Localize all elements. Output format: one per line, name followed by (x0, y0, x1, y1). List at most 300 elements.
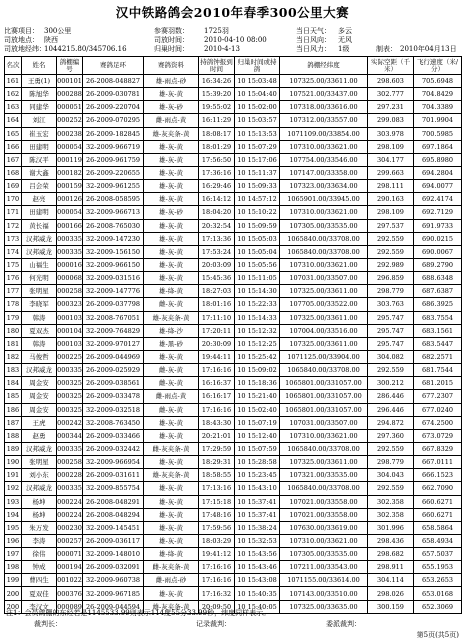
cell-coords: 107147.00/33358.00 (280, 166, 368, 179)
cell-clock-time: 18:08:17 (199, 127, 235, 140)
cell-rank: 200 (5, 600, 22, 613)
cell-rank: 195 (5, 521, 22, 534)
cell-bird-info: 雌-雨点-黄 (144, 114, 199, 127)
cell-bird-info: 雄-灰-黄 (144, 140, 199, 153)
cell-speed: 690.0067 (414, 245, 462, 258)
table-header (5, 57, 462, 75)
cell-clock-time: 18:04:20 (199, 206, 235, 219)
cell-ring: 32-2009-855754 (83, 482, 144, 495)
cell-rank: 199 (5, 574, 22, 587)
cell-loft-id: 000068 (57, 272, 83, 285)
cell-arrival: 10 15:03:57 (235, 114, 280, 127)
cell-name: 田建明 (22, 206, 57, 219)
table-row (5, 574, 462, 587)
cell-arrival: 10 15:28:58 (235, 456, 280, 469)
cell-rank: 181 (5, 337, 22, 350)
cell-rank: 197 (5, 548, 22, 561)
cell-coords: 107211.00/33543.00 (280, 561, 368, 574)
cell-loft-id: 000166 (57, 219, 83, 232)
cell-bird-info: 雄-灰-黄 (144, 245, 199, 258)
cell-speed: 667.8329 (414, 442, 462, 455)
table-row (5, 285, 462, 298)
cell-bird-info: 雄-灰-黄 (144, 180, 199, 193)
cell-distance: 294.872 (368, 416, 414, 429)
cell-coords: 107325.00/33611.00 (280, 337, 368, 350)
cell-coords: 1065801.00/331057.00 (280, 390, 368, 403)
cell-arrival: 10 15:37:41 (235, 495, 280, 508)
cell-speed: 681.2015 (414, 377, 462, 390)
cell-bird-info: 雄-灰-砂 (144, 101, 199, 114)
table-row (5, 140, 462, 153)
cell-loft-id: 000089 (57, 600, 83, 613)
value-weather: 多云 (338, 27, 352, 35)
cell-coords: 107325.00/33611.00 (280, 75, 368, 88)
cell-coords: 107521.00/33437.00 (280, 88, 368, 101)
cell-speed: 704.3389 (414, 101, 462, 114)
cell-speed: 701.9904 (414, 114, 462, 127)
cell-bird-info: 雌-灰-黄 (144, 377, 199, 390)
cell-coords: 107310.00/33621.00 (280, 429, 368, 442)
cell-arrival: 10 15:40:35 (235, 587, 280, 600)
cell-distance: 292.559 (368, 245, 414, 258)
cell-ring: 26-2009-036117 (83, 534, 144, 547)
cell-clock-time: 17:29:59 (199, 442, 235, 455)
cell-clock-time: 18:01:16 (199, 298, 235, 311)
cell-ring: 26-2008-048291 (83, 495, 144, 508)
cell-speed: 692.4174 (414, 193, 462, 206)
cell-distance: 298.109 (368, 206, 414, 219)
cell-loft-id: 000325 (57, 403, 83, 416)
cell-rank: 162 (5, 88, 22, 101)
cell-clock-time: 16:29:46 (199, 180, 235, 193)
cell-coords: 107031.00/33507.00 (280, 416, 368, 429)
cell-rank: 169 (5, 180, 22, 193)
cell-bird-info: 雄-灰-黄 (144, 508, 199, 521)
cell-loft-id: 000335 (57, 482, 83, 495)
cell-distance: 296.446 (368, 403, 414, 416)
cell-rank: 194 (5, 508, 22, 521)
cell-loft-id: 000335 (57, 442, 83, 455)
cell-loft-id: 000194 (57, 561, 83, 574)
cell-name: 李晓军 (22, 298, 57, 311)
cell-bird-info: 雄-灰-黄 (144, 416, 199, 429)
cell-ring: 32-2009-961255 (83, 180, 144, 193)
cell-rank: 189 (5, 442, 22, 455)
col-rank: 名次 (5, 57, 22, 75)
cell-distance: 286.446 (368, 390, 414, 403)
col-coords: 鸽棚经纬度 (280, 57, 368, 75)
cell-speed: 660.6271 (414, 508, 462, 521)
cell-ring: 32-2009-147776 (83, 285, 144, 298)
table-row (5, 311, 462, 324)
label-weather: 当日天气： (296, 27, 331, 35)
cell-speed: 677.2307 (414, 390, 462, 403)
cell-arrival: 10 14:57:12 (235, 193, 280, 206)
cell-bird-info: 雌-雨点-砂 (144, 574, 199, 587)
cell-loft-id: 001022 (57, 574, 83, 587)
cell-name: 韩涛 (22, 337, 57, 350)
cell-ring: 26-2009-025929 (83, 364, 144, 377)
cell-arrival: 10 15:14:30 (235, 285, 280, 298)
cell-loft-id: 000325 (57, 377, 83, 390)
cell-speed: 666.1523 (414, 469, 462, 482)
cell-loft-id: 000182 (57, 166, 83, 179)
cell-name: 刘江 (22, 114, 57, 127)
cell-clock-time: 17:53:24 (199, 245, 235, 258)
cell-speed: 653.0168 (414, 587, 462, 600)
table-row (5, 548, 462, 561)
cell-distance: 304.082 (368, 350, 414, 363)
table-row (5, 534, 462, 547)
cell-loft-id: 000258 (57, 456, 83, 469)
cell-rank: 188 (5, 429, 22, 442)
cell-clock-time: 17:48:16 (199, 508, 235, 521)
cell-bird-info: 雄-灰-黄 (144, 482, 199, 495)
cell-bird-info: 雌-灰夹条-黄 (144, 442, 199, 455)
cell-coords: 1065840.00/33708.00 (280, 232, 368, 245)
cell-arrival: 10 15:43:10 (235, 482, 280, 495)
page-title: 汉中铁路鸽会2010年春季300公里大赛 (115, 5, 350, 20)
cell-arrival: 10 15:37:41 (235, 508, 280, 521)
cell-distance: 292.559 (368, 442, 414, 455)
cell-speed: 662.7090 (414, 482, 462, 495)
cell-bird-info: 雄-灰-砂 (144, 206, 199, 219)
cell-rank: 196 (5, 534, 22, 547)
cell-arrival: 10 15:18:36 (235, 377, 280, 390)
cell-bird-info: 雄-灰-黄 (144, 232, 199, 245)
cell-bird-info: 雌-灰-黄 (144, 298, 199, 311)
cell-ring: 32-2009-966719 (83, 140, 144, 153)
cell-coords: 1065840.00/33708.00 (280, 442, 368, 455)
cell-rank: 175 (5, 258, 22, 271)
table-row (5, 245, 462, 258)
sig-appointed-referee: 委派裁判： (326, 620, 361, 628)
cell-loft-id: 000224 (57, 495, 83, 508)
cell-name: 汉邦威龙 (22, 364, 57, 377)
cell-coords: 107031.00/33507.00 (280, 272, 368, 285)
cell-distance: 302.777 (368, 88, 414, 101)
cell-coords: 1065840.00/33708.00 (280, 364, 368, 377)
cell-arrival: 10 15:12:25 (235, 337, 280, 350)
cell-rank: 170 (5, 193, 22, 206)
cell-name: 谢大鑫 (22, 166, 57, 179)
cell-coords: 107310.00/33621.00 (280, 534, 368, 547)
cell-ring: 32-2009-032518 (83, 403, 144, 416)
cell-speed: 683.5447 (414, 337, 462, 350)
cell-speed: 695.8980 (414, 153, 462, 166)
cell-bird-info: 雄-灰-黄 (144, 219, 199, 232)
cell-coords: 1065801.00/331057.00 (280, 403, 368, 416)
cell-distance: 302.358 (368, 495, 414, 508)
cell-clock-time: 17:16:16 (199, 403, 235, 416)
cell-clock-time: 20:30:09 (199, 337, 235, 350)
cell-name: 山福生 (22, 258, 57, 271)
cell-coords: 107325.00/33635.00 (280, 600, 368, 613)
label-release-coords: 司放地经纬： (4, 45, 46, 53)
cell-ring: 32-2008-767051 (83, 311, 144, 324)
table-row (5, 127, 462, 140)
table-row (5, 75, 462, 88)
cell-arrival: 10 15:09:59 (235, 219, 280, 232)
cell-loft-id: 000230 (57, 521, 83, 534)
cell-ring: 32-2009-156150 (83, 245, 144, 258)
cell-rank: 200 (5, 587, 22, 600)
cell-clock-time: 16:16:37 (199, 377, 235, 390)
cell-speed: 660.6271 (414, 495, 462, 508)
col-arrival: 归巢时间或持鸽 (235, 57, 280, 75)
table-row (5, 416, 462, 429)
table-row (5, 495, 462, 508)
cell-name: 曹四生 (22, 574, 57, 587)
cell-clock-time: 18:43:30 (199, 416, 235, 429)
cell-loft-id: 000344 (57, 429, 83, 442)
cell-clock-time: 16:11:29 (199, 114, 235, 127)
cell-loft-id: 000238 (57, 127, 83, 140)
cell-clock-time: 15:39:20 (199, 88, 235, 101)
cell-speed: 697.1864 (414, 140, 462, 153)
table-row (5, 456, 462, 469)
cell-coords: 107310.00/33621.00 (280, 140, 368, 153)
table-row (5, 587, 462, 600)
cell-distance: 304.114 (368, 574, 414, 587)
table-row (5, 298, 462, 311)
cell-name: 马俊哲 (22, 350, 57, 363)
value-wind-force: 1级 (338, 45, 350, 53)
cell-coords: 107305.00/33535.00 (280, 219, 368, 232)
cell-coords: 1071125.00/33904.00 (280, 350, 368, 363)
cell-distance: 297.231 (368, 101, 414, 114)
cell-name: 张明星 (22, 456, 57, 469)
table-row (5, 561, 462, 574)
results-table (4, 56, 462, 614)
value-entries: 1725羽 (204, 27, 229, 35)
cell-bird-info: 雌-灰-黄 (144, 403, 199, 416)
cell-distance: 298.109 (368, 140, 414, 153)
cell-ring: 26-2009-032091 (83, 561, 144, 574)
cell-speed: 700.5985 (414, 127, 462, 140)
cell-distance: 295.747 (368, 337, 414, 350)
cell-speed: 683.1561 (414, 324, 462, 337)
cell-ring: 26-2009-033466 (83, 429, 144, 442)
cell-name: 李涛 (22, 534, 57, 547)
cell-rank: 192 (5, 482, 22, 495)
table-row (5, 88, 462, 101)
cell-loft-id: 000104 (57, 324, 83, 337)
cell-name: 杨坤 (22, 495, 57, 508)
cell-coords: 107305.00/33535.00 (280, 548, 368, 561)
cell-rank: 198 (5, 561, 22, 574)
cell-arrival: 10 15:07:59 (235, 442, 280, 455)
cell-loft-id: 000335 (57, 245, 83, 258)
cell-speed: 694.0077 (414, 180, 462, 193)
table-row (5, 521, 462, 534)
cell-rank: 177 (5, 285, 22, 298)
value-return-time: 2010-4-13 (204, 45, 240, 53)
cell-loft-id: 000051 (57, 101, 83, 114)
cell-rank: 187 (5, 416, 22, 429)
cell-distance: 304.043 (368, 469, 414, 482)
label-entries: 参赛羽数： (154, 27, 189, 35)
cell-speed: 694.2804 (414, 166, 462, 179)
cell-name: 黄长福 (22, 219, 57, 232)
cell-rank: 190 (5, 456, 22, 469)
cell-bird-info: 雄-灰夹条-黄 (144, 127, 199, 140)
cell-loft-id: 000376 (57, 587, 83, 600)
cell-coords: 107312.00/33557.00 (280, 114, 368, 127)
cell-name: 何光明 (22, 272, 57, 285)
cell-clock-time: 17:16:16 (199, 364, 235, 377)
cell-name: 韩涛 (22, 311, 57, 324)
cell-ring: 26-2009-220704 (83, 101, 144, 114)
cell-ring: 26-2008-058595 (83, 193, 144, 206)
cell-bird-info: 雄-绛-黄 (144, 548, 199, 561)
cell-coords: 107754.00/33546.00 (280, 153, 368, 166)
cell-coords: 107705.00/33522.00 (280, 298, 368, 311)
cell-arrival: 10 15:13:53 (235, 127, 280, 140)
cell-clock-time: 20:32:54 (199, 219, 235, 232)
cell-distance: 298.911 (368, 561, 414, 574)
cell-rank: 168 (5, 166, 22, 179)
cell-distance: 292.559 (368, 364, 414, 377)
cell-ring: 26-2009-044969 (83, 350, 144, 363)
label-prepared: 制表： (376, 45, 397, 53)
cell-speed: 687.6387 (414, 285, 462, 298)
cell-ring: 32-2009-966713 (83, 206, 144, 219)
cell-distance: 297.360 (368, 429, 414, 442)
cell-ring: 32-2009-966954 (83, 456, 144, 469)
cell-speed: 682.2571 (414, 350, 462, 363)
cell-distance: 298.026 (368, 587, 414, 600)
cell-speed: 704.8429 (414, 88, 462, 101)
cell-coords: 107143.00/33510.00 (280, 587, 368, 600)
cell-ring: 26-2008-048827 (83, 75, 144, 88)
cell-rank: 166 (5, 140, 22, 153)
cell-arrival: 10 15:11:05 (235, 272, 280, 285)
cell-rank: 164 (5, 114, 22, 127)
sig-chief-referee: 裁判长： (34, 620, 62, 628)
cell-coords: 107325.00/33611.00 (280, 311, 368, 324)
cell-coords: 107318.00/33616.00 (280, 101, 368, 114)
cell-name: 杨坤 (22, 508, 57, 521)
cell-clock-time: 17:11:10 (199, 311, 235, 324)
cell-speed: 674.2500 (414, 416, 462, 429)
cell-ring: 32-2008-763450 (83, 416, 144, 429)
cell-coords: 107323.00/33634.00 (280, 180, 368, 193)
cell-name: 王勇(1) (22, 75, 57, 88)
cell-loft-id: 000228 (57, 469, 83, 482)
cell-loft-id: 000252 (57, 114, 83, 127)
cell-speed: 705.6948 (414, 75, 462, 88)
cell-name: 陈旭华 (22, 88, 57, 101)
cell-loft-id: 000101 (57, 75, 83, 88)
label-return-time: 归巢时间： (154, 45, 189, 53)
cell-ring: 26-2008-048294 (83, 508, 144, 521)
cell-ring: 32-2009-148010 (83, 548, 144, 561)
value-event: 300公里 (44, 27, 72, 35)
cell-loft-id: 000103 (57, 311, 83, 324)
label-release-site: 司放地点： (4, 36, 39, 44)
cell-speed: 686.3925 (414, 298, 462, 311)
cell-rank: 171 (5, 206, 22, 219)
table-row (5, 180, 462, 193)
cell-name: 张明星 (22, 285, 57, 298)
cell-coords: 107321.00/33535.00 (280, 469, 368, 482)
table-row (5, 403, 462, 416)
cell-clock-time: 16:34:26 (199, 75, 235, 88)
cell-distance: 302.358 (368, 508, 414, 521)
cell-rank: 185 (5, 390, 22, 403)
col-name: 姓名 (22, 57, 57, 75)
cell-coords: 1065901.00/33945.00 (280, 193, 368, 206)
cell-clock-time: 16:16:17 (199, 390, 235, 403)
cell-rank: 193 (5, 495, 22, 508)
cell-rank: 180 (5, 324, 22, 337)
table-row (5, 429, 462, 442)
cell-name: 周金安 (22, 390, 57, 403)
cell-coords: 107021.00/33558.00 (280, 495, 368, 508)
cell-bird-info: 雄-灰-黄 (144, 153, 199, 166)
value-wind-dir: 无风 (338, 36, 352, 44)
cell-arrival: 10 15:05:03 (235, 232, 280, 245)
cell-clock-time: 17:56:50 (199, 153, 235, 166)
cell-bird-info: 雄-黑-砂 (144, 337, 199, 350)
table-row (5, 219, 462, 232)
cell-speed: 692.7129 (414, 206, 462, 219)
cell-coords: 107310.00/33621.00 (280, 206, 368, 219)
cell-distance: 301.996 (368, 521, 414, 534)
cell-ring: 32-2009-145451 (83, 521, 144, 534)
cell-distance: 298.603 (368, 75, 414, 88)
cell-rank: 165 (5, 127, 22, 140)
cell-bird-info: 雄-灰夹条-黄 (144, 600, 199, 613)
cell-clock-time: 19:55:02 (199, 101, 235, 114)
cell-bird-info: 雄-绛-黄 (144, 285, 199, 298)
cell-clock-time: 20:21:01 (199, 429, 235, 442)
col-clock-time: 持鸽钟报到时间 (200, 57, 233, 73)
cell-distance: 303.978 (368, 127, 414, 140)
cell-distance: 295.747 (368, 311, 414, 324)
cell-name: 吕会荣 (22, 180, 57, 193)
cell-bird-info: 雄-灰-黄 (144, 193, 199, 206)
cell-clock-time: 17:16:16 (199, 561, 235, 574)
cell-speed: 658.5864 (414, 521, 462, 534)
cell-name: 汉邦威龙 (22, 442, 57, 455)
cell-coords: 107021.00/33558.00 (280, 508, 368, 521)
cell-rank: 191 (5, 469, 22, 482)
cell-loft-id: 000323 (57, 298, 83, 311)
cell-clock-time: 17:20:11 (199, 324, 235, 337)
cell-name: 赵勇 (22, 429, 57, 442)
cell-arrival: 10 15:43:56 (235, 548, 280, 561)
cell-arrival: 10 15:04:40 (235, 88, 280, 101)
cell-bird-info: 雄-灰-黄 (144, 272, 199, 285)
cell-distance: 292.989 (368, 258, 414, 271)
table-row (5, 258, 462, 271)
cell-ring: 26-2009-182845 (83, 127, 144, 140)
cell-clock-time: 17:36:16 (199, 166, 235, 179)
cell-arrival: 10 15:14:33 (235, 311, 280, 324)
table-row (5, 350, 462, 363)
cell-coords: 1065801.00/331057.00 (280, 377, 368, 390)
cell-ring: 26-2009-070295 (83, 114, 144, 127)
col-ring: 赛鸽足环 (83, 57, 144, 75)
cell-arrival: 10 15:22:33 (235, 298, 280, 311)
cell-name: 周金安 (22, 403, 57, 416)
cell-ring: 32-2009-960738 (83, 574, 144, 587)
cell-clock-time: 15:45:36 (199, 272, 235, 285)
cell-arrival: 10 15:07:29 (235, 140, 280, 153)
col-loft-id: 鸽棚编号 (57, 57, 83, 75)
